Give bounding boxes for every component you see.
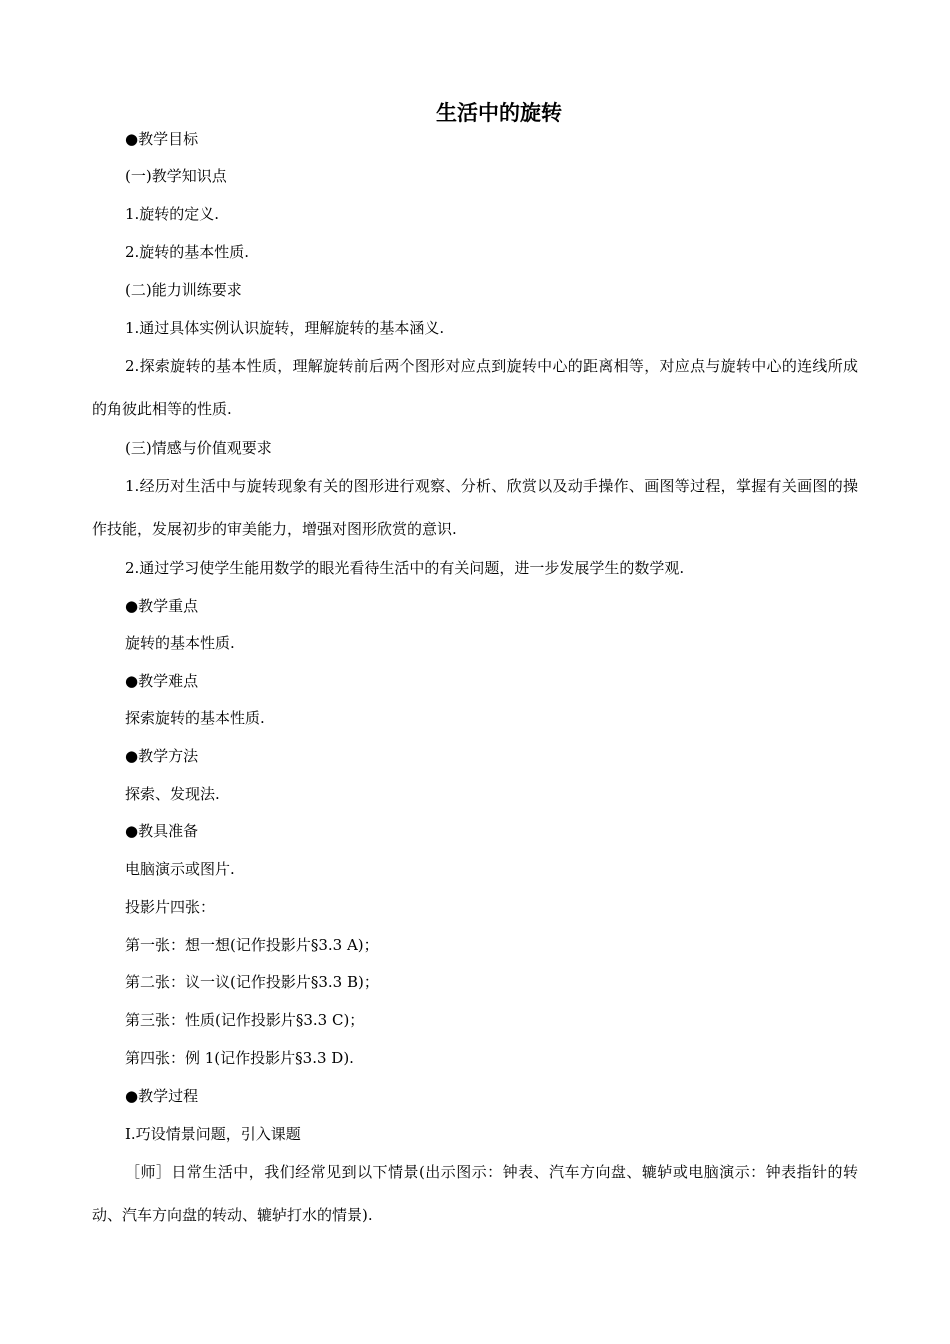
paragraph: 1.经历对生活中与旋转现象有关的图形进行观察、分析、欣赏以及动手操作、画图等过程，掌握有关画图的操作技能，发展初步的审美能力，增强对图形欣赏的意识.: [92, 477, 858, 538]
paragraph: 2.探索旋转的基本性质，理解旋转前后两个图形对应点到旋转中心的距离相等，对应点与旋转中心的连线所成的角彼此相等的性质.: [92, 357, 858, 418]
paragraph: 1.通过具体实例认识旋转，理解旋转的基本涵义.: [125, 319, 445, 337]
paragraph: 投影片四张：: [125, 898, 216, 916]
section-heading-materials: ●教具准备: [125, 822, 199, 840]
paragraph: 2.通过学习使学生能用数学的眼光看待生活中的有关问题，进一步发展学生的数学观.: [125, 559, 685, 577]
section-heading-difficulties: ●教学难点: [125, 672, 199, 690]
list-item: 第一张：想一想(记作投影片§3.3 A)；: [125, 936, 379, 954]
document-title: 生活中的旋转: [436, 101, 562, 125]
section-heading-process: ●教学过程: [125, 1087, 199, 1105]
subsection-heading-ability: (二)能力训练要求: [125, 281, 242, 299]
subsection-heading-intro: Ⅰ.巧设情景问题，引入课题: [125, 1125, 301, 1143]
list-item: 第四张：例 1(记作投影片§3.3 D).: [125, 1049, 354, 1067]
paragraph: 旋转的基本性质.: [125, 634, 235, 652]
subsection-heading-knowledge: (一)教学知识点: [125, 167, 227, 185]
paragraph: ［师］日常生活中，我们经常见到以下情景(出示图示：钟表、汽车方向盘、辘轳或电脑演示：钟表指针的转动、汽车方向盘的转动、辘轳打水的情景).: [92, 1163, 858, 1224]
section-heading-objectives: ●教学目标: [125, 130, 199, 148]
paragraph: 电脑演示或图片.: [125, 860, 235, 878]
section-heading-key-points: ●教学重点: [125, 597, 199, 615]
list-item: 第三张：性质(记作投影片§3.3 C)；: [125, 1011, 365, 1029]
paragraph: 探索旋转的基本性质.: [125, 709, 265, 727]
paragraph: 探索、发现法.: [125, 785, 220, 803]
paragraph: 2.旋转的基本性质.: [125, 243, 250, 261]
paragraph: 1.旋转的定义.: [125, 205, 220, 223]
list-item: 第二张：议一议(记作投影片§3.3 B)；: [125, 973, 379, 991]
section-heading-methods: ●教学方法: [125, 747, 199, 765]
subsection-heading-emotion: (三)情感与价值观要求: [125, 439, 272, 457]
